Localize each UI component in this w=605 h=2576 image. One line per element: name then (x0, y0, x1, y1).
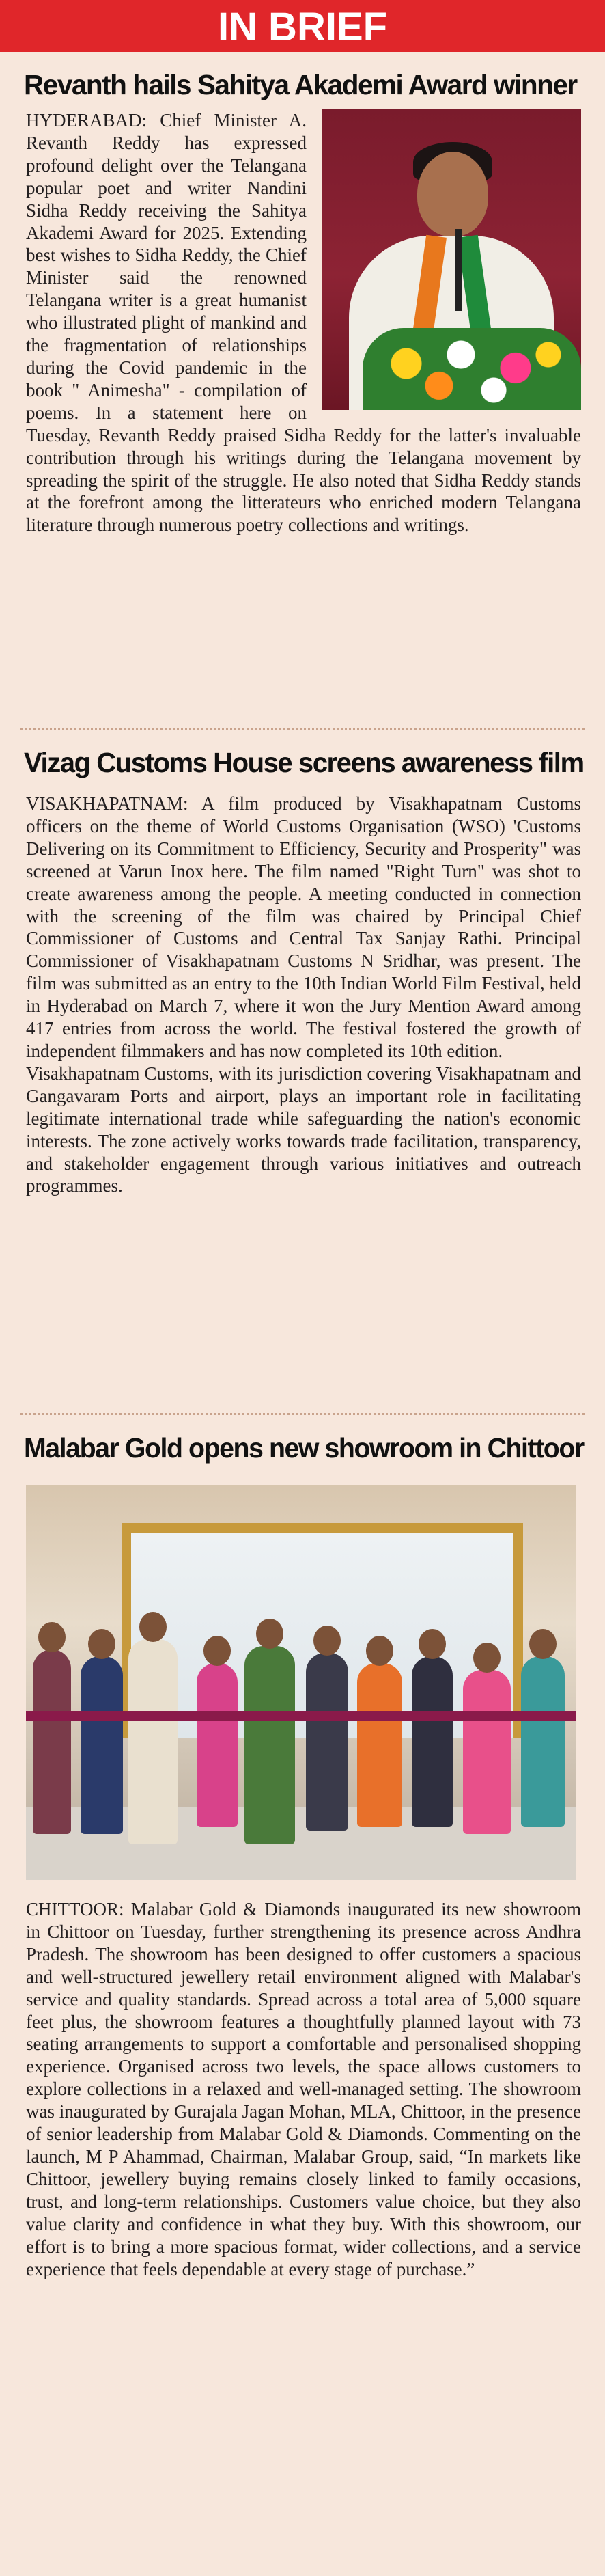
article-2-paragraph-2: Visakhapatnam Customs, with its jurisdiction covering Visakhapatnam and Gangavaram Ports and airport, plays an important role in facilitating legitimate international trade while safeguarding the nation's economic interests. The zone actively works towards trade facilitation, transparency, and stakeholder engagement through various initiatives and outreach programmes. (26, 1063, 581, 1196)
article-3-paragraph: CHITTOOR: Malabar Gold & Diamonds inaugurated its new showroom in Chittoor on Tuesday, further strengthening its presence across Andhra Pradesh. The showroom has been designed to offer customers a spacious and well-structured jewellery retail environment aligned with Malabar's service and quality standards. Spread across a total area of 5,000 square feet plus, the showroom features a thoughtfully planned layout with 73 seating arrangements to support a comfortable and personalised shopping experience. Organised across two levels, the space allows customers to explore collections in a relaxed and well-managed setting. The showroom was inaugurated by Gurajala Jagan Mohan, MLA, Chittoor, in the presence of senior leadership from Malabar Gold & Diamonds. Commenting on the launch, M P Ahammad, Chairman, Malabar Group, said, “In markets like Chittoor, jewellery buying remains closely linked to family occasions, trust, and long-term relationships. Customers value choice, but they also value clarity and confidence in what they buy. With this showroom, our effort is to bring a more spacious format, wider collections, and a service experience that feels dependable at every stage of purchase.” (26, 1899, 581, 2279)
article-2-body (26, 793, 581, 1197)
article-2-headline: Vizag Customs House screens awareness film (24, 747, 584, 778)
article-1-headline: Revanth hails Sahitya Akademi Award winner (24, 69, 577, 100)
article-3-photo (26, 1485, 576, 1880)
article-divider (20, 728, 585, 730)
section-title: IN BRIEF (217, 5, 388, 49)
article-3-body (26, 1898, 581, 2280)
article-3-headline: Malabar Gold opens new showroom in Chittoor (24, 1432, 584, 1464)
article-1-photo (322, 109, 581, 410)
article-2-paragraph-1: VISAKHAPATNAM: A film produced by Visakhapatnam Customs officers on the theme of World Customs Organisation (WSO) 'Customs Delivering on its Commitment to Efficiency, Security and Prosperity" was screened at Varun Inox here. The film named "Right Turn" was shot to create awareness among the people. A meeting conducted in connection with the screening of the film was chaired by Principal Chief Commissioner of Customs and Central Tax Sanjay Rathi. Principal Commissioner of Visakhapatnam Customs N Sridhar, was present. The film was submitted as an entry to the 10th Indian World Film Festival, held in Hyderabad on March 7, where it won the Jury Mention Award among 417 entries from across the world. The festival fostered the growth of independent filmmakers and has now completed its 10th edition. (26, 793, 581, 1061)
article-1-body (26, 109, 581, 536)
revanth-photo-image (322, 109, 581, 410)
article-divider (20, 1413, 585, 1415)
article-1-paragraph: HYDERABAD: Chief Minister A. Revanth Reddy has expressed profound delight over the Telangana popular poet and writer Nandini Sidha Reddy receiving the Sahitya Akademi Award for 2025. Extending best wishes to Sidha Reddy, the Chief Minister said the renowned Telangana writer is a great humanist who illustrated plight of mankind and the fragmentation of relationships during the Covid pandemic in the book " Animesha" - compilation of poems. In a statement here on Tuesday, Revanth Reddy praised Sidha Reddy for the latter's invaluable contribution through his writings during the Telangana movement by spreading the spirit of the struggle. He also noted that Sidha Reddy stands at the forefront among the litterateurs who enriched modern Telangana literature through numerous poetry collections and writings. (26, 110, 581, 536)
